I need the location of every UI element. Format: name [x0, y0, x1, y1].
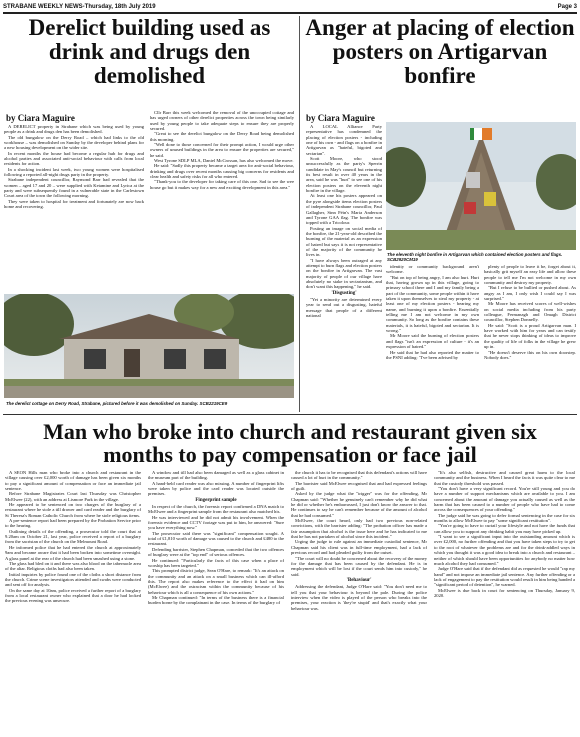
paragraph: He appeared to be sentenced on two charges of the burglary of a restaurant where he stole a till drawer and card reader and the burglary of St Theresa's Roman Catholic Church from where he stole religious items.: [5, 502, 141, 518]
paragraph: identity or community background aren't welcome.: [386, 264, 479, 275]
story2-byline: by Ciara Maguire: [306, 113, 375, 123]
paragraph: A hand-held card reader was also missing. A number of fingerprint lifts were taken by police and the card reader was located outside the premises.: [148, 480, 284, 497]
paragraph: McElwee, the court heard, only had two previous non-related convictions, with the barrister adding: "The probation officer has made a fair assumption that alcohol is the issue here and he has indicated to me that he has not partaken of alcohol since this incident.": [291, 518, 427, 540]
paragraph: McElwee is due back in court for sentencing on Thursday, January 9, 2020.: [434, 587, 575, 598]
masthead-date: STRABANE WEEKLY NEWS-Thursday, 18th July 2019: [3, 4, 156, 10]
paragraph: The old bungalow on the Derry Road – which had links to the old workhouse – was demolished on Sunday by the developer behind plans for a new housing development on the wider site.: [4, 134, 144, 151]
story2-headline: Anger at placing of election posters on Artigarvan bonfire: [305, 15, 575, 89]
paragraph: Before Strabane Magistrates Court last Thursday was Christopher McElwee (22), with an address at Lismore Park in the village.: [5, 491, 141, 502]
story1-byline: by Ciara Maguire: [6, 113, 75, 123]
story2-column-3: [484, 264, 576, 412]
paragraph: A SEON Hills man who broke into a church and restaurant in the village causing over £2,000 worth of damage has been given six months to pay a significant amount of compensation or face an immediate jail sentence.: [5, 470, 141, 492]
masthead: [3, 2, 577, 12]
paragraph: A DERELICT property in Strabane which was being used by young people as a drink and drugs den has been demolished.: [4, 124, 144, 135]
story1-column-2: [150, 110, 294, 295]
paragraph: "He doesn't deserve this on his own doorstep. Nobody does.": [484, 349, 576, 360]
story2-photo: [386, 122, 576, 250]
paragraph: Scott Moore, who stood unsuccessfully as the party's Sperrin candidate in May's council but returning its best result in over 40 years in the area, said he was "hurt" to see one of his election posters on the eleventh night bonfire in the village.: [306, 156, 382, 194]
subheading: Fingerprint sample: [195, 497, 237, 503]
paragraph: "But on top of being angry, I am also hurt. Hurt that, having grown up in this village, going to primary school there and I and my family being a part of the community, some people within it have taken it upon themselves to steal my property - at least one of my election posters - bearing my name, and burning it upon a bonfire. Essentially telling me I am not welcome in my own community. So long as the bonfire contains these materials, it is hateful, bigoted and sectarian. It is wrong.": [386, 274, 479, 334]
story2-column-1: [306, 124, 382, 412]
story3-headline: Man who broke into church and restaurant given six months to pay compensation or face jail: [43, 419, 537, 468]
paragraph: At least one his posters appeared on the pyre alongside items election posters of independent Strabane councillor, Paul Gallagher, Sinn Féin's Maria Anderson and Tyrone GAA flag. The bonfire was topped with a Tricolour.: [306, 193, 382, 226]
paragraph: Addressing the defendant, Judge O'Hare said: "You don't need me to tell you that your behaviour is beyond the pale. During the police interview when the video is played of the person who breaks into the premises, your reaction is 'they're stupid' and that's exactly what your behaviour was.: [291, 584, 427, 611]
paragraph: "I want to see a significant input into the outstanding amount which is over £2,000, no further offending and that you have taken steps to try to get to the root of whatever the problems are and for the drink-addled ways in which you thought it was a good idea to break into a church and restaurant – neither of which should have been opportunities for anybody no matter how much alcohol they had consumed.": [434, 534, 575, 566]
paragraph: In recent months the house had become a regular hub for drugs and alcohol parties and associated anti-social behaviour with calls from local residents for action.: [4, 150, 144, 167]
paragraph: The glass had bled on it and there was also blood on the tabernacle area of the altar. Religious cloths had also been taken.: [5, 560, 141, 572]
paragraph: A window and till had also been damaged as well as a glass cabinet in the museum part of the building.: [148, 470, 284, 481]
story3-column-3: [291, 470, 427, 735]
paragraph: This prompted district judge, Sean O'Hare, to remark: "It's an attack on the community and an attack on a small business which can ill-afford this. The report also makes reference to the effect it had on him (McElwee) and the ostracism within the community because of his behaviour which is all a consequence of his own actions.": [148, 568, 284, 595]
story3-column-2: [148, 470, 284, 735]
paragraph: Mr Moore said the burning of election posters and flags "isn't an expression of culture - it's an expression of hatred.": [386, 333, 479, 350]
subheading: 'Behaviour': [346, 577, 372, 583]
column-divider: [299, 16, 300, 412]
story1-photo: [4, 294, 294, 398]
paragraph: He informed police that he had entered the church at approximately 9am and became aware that it had been broken into sometime overnight. A glass panel at the rear of the church had been smashed using a stone.: [5, 544, 141, 561]
paragraph: Mr Chapman continued: "In terms of the business there is a financial burden borne by the complainant in the case. In terms of the burglary of: [148, 594, 284, 606]
paragraph: "Thank-you to the developer for taking care of this one. Sad to see the wee house go but it makes way for a new and exciting development in this area.": [150, 179, 294, 190]
paragraph: Defending barrister, Stephen Chapman, conceded that the two offences of burglary were at the "top end" of serious offences.: [148, 546, 284, 558]
paragraph: They were taken to hospital for treatment and fortunately are now back home and recovering.: [4, 198, 144, 210]
paragraph: Urging the judge to rule against an immediate custodial sentence, Mr Chapman said his client was in full-time employment, had a lack of previous record and had pleaded guilty from the outset.: [291, 539, 427, 556]
paragraph: West Tyrone SDLP MLA, Daniel McCrossan, has also welcomed the move.: [154, 158, 294, 164]
paragraph: He said: "Sadly this property became a target area for anti-social behaviour, drinking and drugs over recent months causing big concerns for residents and clear health and safety risks for all who entered.: [150, 163, 294, 180]
paragraph: Mr Moore has received scores of well-wishes on social media including from his party colleague, Fermanagh and Omagh District councillor, Stephen Donnelly.: [484, 301, 576, 323]
section-rule: [3, 414, 577, 415]
story3-column-1: [5, 470, 141, 735]
paragraph: "Great to see the derelict bungalow on the Derry Road being demolished this morning.: [150, 131, 294, 142]
paragraph: Asked by the judge what the "trigger" was for the offending, Mr Chapman said: "Whether he genuinely can't remember why he did what he did or whether he's embarrassed, I just don't know the answer to that. He continues to say he can't remember because of the amount of alcohol that he had consumed.": [291, 491, 427, 518]
paragraph: In a shocking incident last week, two young women were hospitalised following a reported all-night drugs party in the property.: [4, 166, 144, 178]
paragraph: "You're going to have to curtail your lifestyle and not have the funds that can allow you to support any drinking habit you may have picked up.: [434, 523, 575, 534]
paragraph: A pre-sentence report had been prepared by the Probation Service prior to the hearing.: [5, 518, 141, 529]
paragraph: He said that he had also reported the matter to the PSNI adding: "I've been advised by: [386, 349, 479, 360]
paragraph: Strabane independent councillor, Raymond Barr had revealed that the women – aged 17 and 20 – were supplied with Ketamine and Lyrica at the party and were subsequently found in a vulnerable state in the Carlestown Court area of the town the following morning.: [4, 177, 144, 199]
paragraph: He said: "Scott is a proud Artigarvan man. I have worked with him for years and can testify that he never stops thinking of ideas to improve the quality of life of folks in the village he grew up in.: [484, 322, 576, 350]
story3-column-4: [434, 470, 575, 735]
paragraph: "Well done to those concerned for their prompt action, I would urge other owners of unused buildings in the area to ensure the properties are secured," he said.: [150, 142, 294, 158]
masthead-rule: [3, 12, 577, 14]
subheading: 'Disgusting': [331, 290, 357, 296]
paragraph: "But I refuse to be bullied or pushed about. As angry as I am, I only wish I could say I was surprised.": [484, 285, 576, 302]
story2-column-2: [386, 264, 479, 412]
story1-column-1: [4, 124, 144, 294]
paragraph: "The court will no doubt be concerned about the recovery of the money for the damage that has been caused by the defendant. He is in employment which will be lost if the court sends him into custody," he said.: [291, 555, 427, 577]
paragraph: On the same day at 10am, police received a further report of a burglary from a local restaurant owner who explained that a door he had locked the previous evening was unsecure.: [5, 587, 141, 604]
paragraph: "It's also selfish, destructive and caused great harm to the local community and the business. When I heard the facts it was quite clear to me that the custody threshold was passed.: [434, 470, 575, 486]
page-number: Page 3: [557, 4, 577, 10]
paragraph: "You don't have a very significant record. You're still young and you do have a number of support mechanisms which are available to you. I am concerned about the amount of damage you actually caused as well as the harm that has been caused to a number of people who have had to come across the consequences of your offending.": [434, 486, 575, 513]
paragraph: "I have always been outraged at any attempt to burn flags and election posters on the bonfire in Artigarvan. The vast majority of people of our village have absolutely no stake in sectarianism, and don't want this happening," he said.: [306, 257, 382, 290]
paragraph: "Yet a minority are determined every year to send out a disgusting, hateful message that people of a different national: [306, 297, 382, 319]
story2-caption: The eleventh night bonfire in Artigarvan which contained election posters and flags. SCB2920CM19: [387, 252, 563, 262]
paragraph: He was interviewed and he did not admit his involvement. When the forensic evidence and CCTV footage was put to him, he answered: "Sure you have everything now.": [148, 514, 284, 531]
paragraph: The prosecutor said there was "significant" compensation sought. A total of £1,810 worth of damage was caused to the church and £480 to the restaurant.: [148, 530, 284, 547]
story1-caption: The derelict cottage on Derry Road, Strabane, pictured before it was demolished on Sunday. SCB2219CE9: [6, 401, 228, 406]
paragraph: A LOCAL Alliance Party representative has condemned the placing of election posters - including one of his own - and flags on a bonfire in Artigarvan as "hateful, bigoted and sectarian".: [306, 124, 382, 156]
paragraph: Outlining details of the offending, a prosecutor told the court that at 9.20am on October 21, last year, police received a report of a burglary from the sacristan of the church on the Melmount Road.: [5, 528, 141, 545]
paragraph: plenty of people to leave it be, forget about it, basically grit myself an easy life and allow these people to tell me I'm not welcome in my own community and destroy my property.: [484, 264, 576, 286]
paragraph: Judge O'Hare said that if the defendant did as requested he would "rap my hand" and not impose an immediate jail sentence. Any further offending or a lack of engagement to pay the restitution would result in him being handed a "significant period of detention", he warned.: [434, 566, 575, 588]
paragraph: He continued: "Particularly the facts of this case when a place of worship has been targeted.": [148, 557, 284, 568]
paragraph: Cllr Barr this week welcomed the removal of the unoccupied cottage and has urged owners of other derelict properties across the town being similarly used by young people to take adequate steps to ensure they are properly secured.: [150, 110, 294, 132]
paragraph: The judge said he was going to defer formal sentencing in the case for six months to allow McElwee to pay "some significant restitution".: [434, 512, 575, 524]
paragraph: the church it has to be recognised that this defendant's actions will have caused a lot of hurt in the community.": [291, 470, 427, 481]
paragraph: In respect of the church, the forensic report confirmed a DNA match to McElwee and a fingerprint sample from the restaurant also matched his.: [148, 504, 284, 515]
story1-headline: Derelict building used as drink and drugs den demolished: [28, 15, 271, 89]
paragraph: The barrister said McElwee recognised that and had expressed feelings of guilt.: [291, 480, 427, 492]
paragraph: Posting an image on social media of the bonfire, the 21-year-old described the burning of the material as an expression of hatred but says it is not representative of the majority of the community he lives in.: [306, 225, 382, 258]
paragraph: Initial inquiries by police found one of the cloths a short distance from the church. Crime scene investigators attended and swabs were conducted and sent off for analysis.: [5, 571, 141, 588]
